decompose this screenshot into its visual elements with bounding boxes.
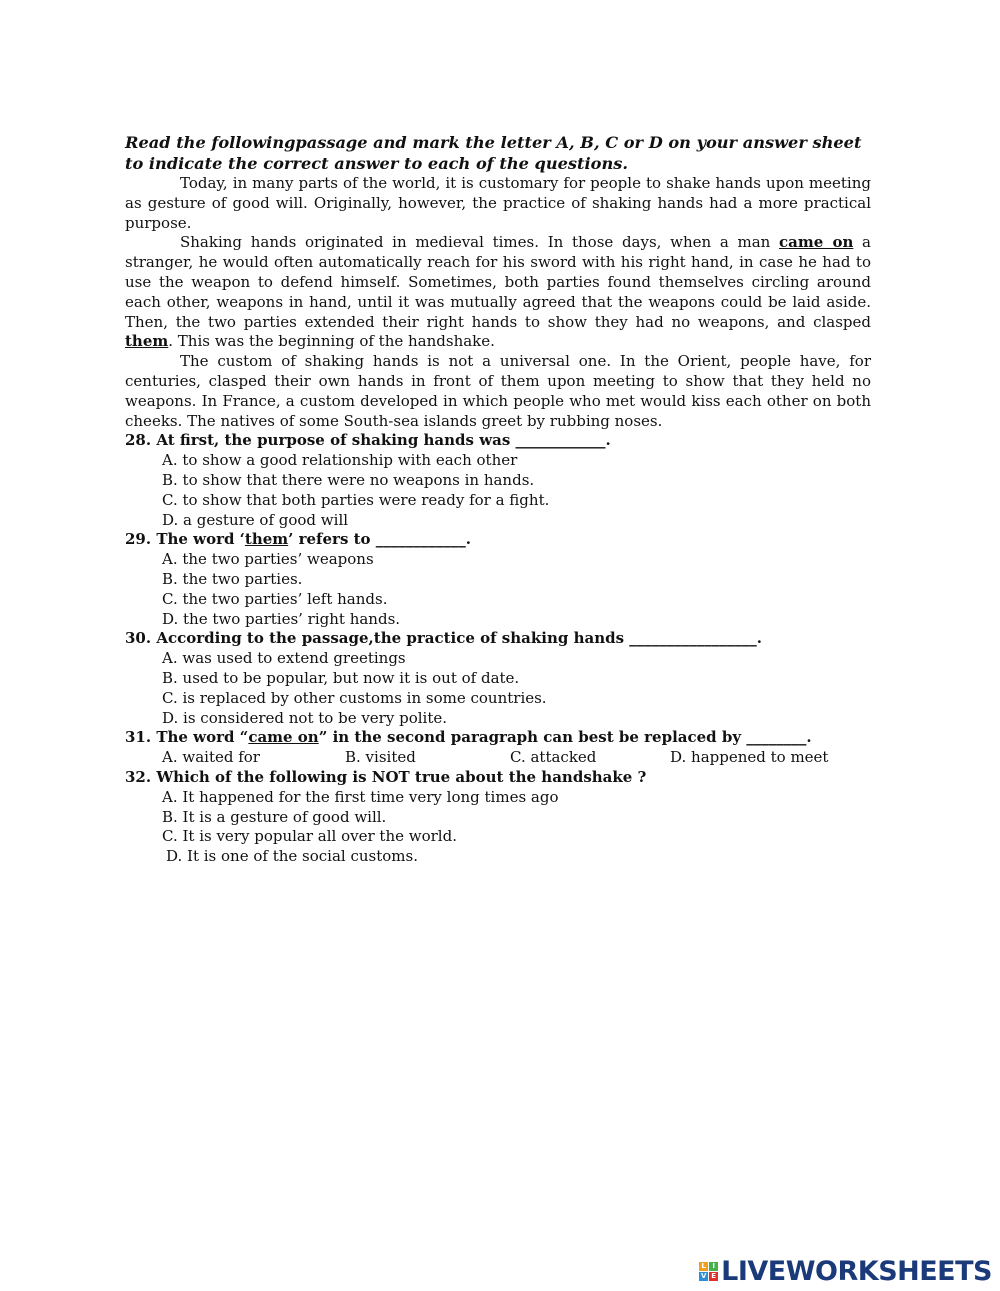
highlight-came-on: came on xyxy=(779,233,854,252)
question-30: 30. According to the passage,the practice of shaking hands _________________. xyxy=(125,629,762,648)
q30-option-c[interactable]: C. is replaced by other customs in some countries. xyxy=(162,688,547,707)
question-31 xyxy=(125,728,871,748)
logo-block-v: V xyxy=(700,1271,707,1280)
q30-option-b[interactable]: B. used to be popular, but now it is out of date. xyxy=(162,668,520,687)
passage-paragraph-3: The custom of shaking hands is not a universal one. In the Orient, people have, for centuries, clasped their own hands in front of them upon meeting to show that they held no weapons. In France, a custom developed in which people who met would kiss each other on both cheeks. The natives of some South-sea islands greet by rubbing noses. xyxy=(125,352,871,430)
q31-option-d[interactable]: D. happened to meet xyxy=(670,748,829,767)
q31-option-a[interactable]: A. waited for xyxy=(162,748,260,767)
q29-option-b[interactable]: B. the two parties. xyxy=(162,569,303,588)
q29-option-c[interactable]: C. the two parties’ left hands. xyxy=(162,589,388,608)
highlight-them: them xyxy=(125,332,169,351)
passage-text: . This was the beginning of the handshake. xyxy=(168,332,495,351)
q28-option-a[interactable]: A. to show a good relationship with each other xyxy=(162,451,518,470)
q30-option-a[interactable]: A. was used to extend greetings xyxy=(162,649,406,668)
q32-option-b[interactable]: B. It is a gesture of good will. xyxy=(162,807,387,826)
question-28: 28. At first, the purpose of shaking hands was ____________. xyxy=(125,431,611,450)
q29-highlight-word: them xyxy=(244,530,289,549)
passage-paragraph-1: Today, in many parts of the world, it is customary for people to shake hands upon meeting as gesture of good will. Originally, however, the practice of shaking hands had a more practical purpose. xyxy=(125,174,871,232)
logo-block-i: I xyxy=(709,1262,718,1271)
q31-stem-text: ” in the second paragraph can best be replaced by ________. xyxy=(318,728,812,747)
q32-option-d[interactable]: D. It is one of the social customs. xyxy=(166,847,418,866)
question-29 xyxy=(125,530,871,550)
q29-stem-text: 29. The word ‘ xyxy=(125,530,245,549)
q28-option-b[interactable]: B. to show that there were no weapons in hands. xyxy=(162,470,535,489)
liveworksheets-logo xyxy=(699,1253,992,1289)
q32-option-a[interactable]: A. It happened for the first time very long times ago xyxy=(162,787,559,806)
passage-text: Shaking hands originated in medieval times. In those days, when a man xyxy=(180,233,780,252)
question-32: 32. Which of the following is NOT true about the handshake ? xyxy=(125,767,647,786)
logo-block-l: L xyxy=(699,1262,708,1271)
q29-stem-text: ’ refers to ____________. xyxy=(288,530,471,549)
instructions: Read the followingpassage and mark the letter A, B, C or D on your answer sheet to indicate the correct answer to each of the questions. xyxy=(125,133,862,173)
logo-blocks-icon xyxy=(699,1262,718,1281)
passage-text: a stranger, he would often automatically reach for his sword with his right hand, in case he had to use the weapon to defend himself. Sometimes, both parties found themselves circling around each other, weapons in hand, until it was mutually agreed that the weapons could be laid aside. Then, the two parties extended their right hands to show they had no weapons, and clasped xyxy=(125,233,871,331)
logo-text: LIVEWORKSHEETS xyxy=(721,1255,992,1287)
q32-option-c[interactable]: C. It is very popular all over the world. xyxy=(162,827,457,846)
worksheet-content xyxy=(125,132,871,867)
q29-option-a[interactable]: A. the two parties’ weapons xyxy=(162,550,374,569)
q31-options-row xyxy=(125,748,871,768)
q31-stem-text: 31. The word “ xyxy=(125,728,249,747)
q28-option-d[interactable]: D. a gesture of good will xyxy=(162,510,349,529)
q31-highlight-word: came on xyxy=(248,728,319,747)
q31-option-b[interactable]: B. visited xyxy=(345,748,416,767)
q30-option-d[interactable]: D. is considered not to be very polite. xyxy=(162,708,447,727)
q29-option-d[interactable]: D. the two parties’ right hands. xyxy=(162,609,401,628)
q28-option-c[interactable]: C. to show that both parties were ready for a fight. xyxy=(162,490,550,509)
passage-paragraph-2 xyxy=(125,233,871,352)
logo-block-e: E xyxy=(709,1272,718,1281)
q31-option-c[interactable]: C. attacked xyxy=(510,748,597,767)
